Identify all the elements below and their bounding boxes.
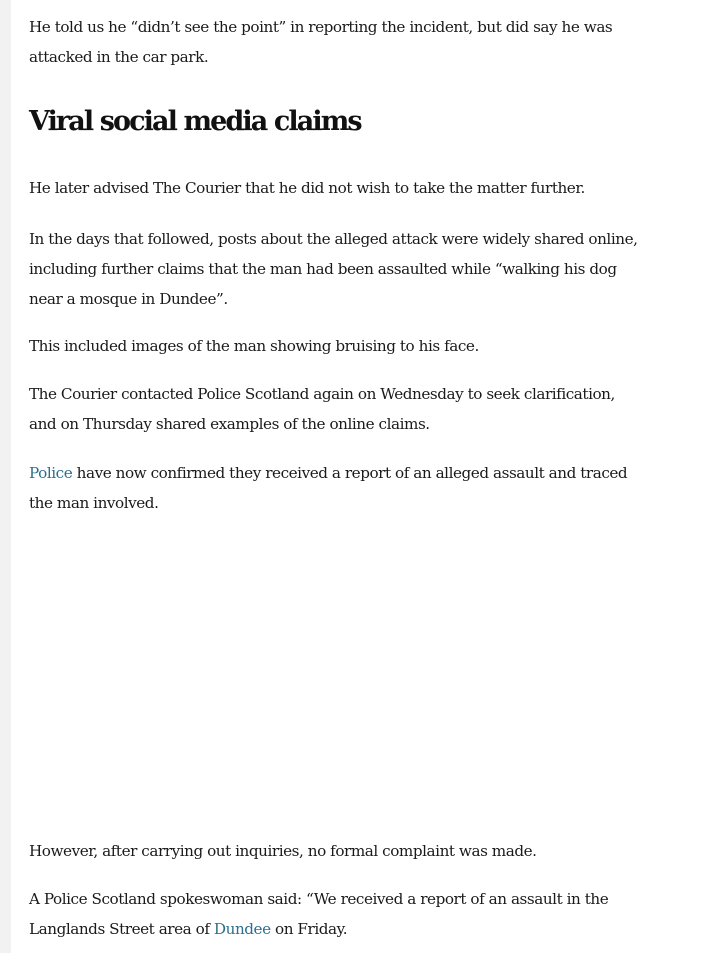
paragraph-line: The Courier contacted Police Scotland again on Wednesday to seek clarification, [29, 385, 615, 403]
paragraph-line: In the days that followed, posts about the alleged attack were widely shared online, [29, 230, 638, 248]
paragraph-text: on Friday. [270, 920, 348, 938]
paragraph-spokeswoman [29, 884, 608, 944]
paragraph-line: including further claims that the man had been assaulted while “walking his dog [29, 260, 617, 278]
paragraph-line: near a mosque in Dundee”. [29, 290, 228, 308]
paragraph-no-complaint: However, after carrying out inquiries, no formal complaint was made. [29, 842, 537, 860]
paragraph-contacted [29, 379, 615, 439]
paragraph-images: This included images of the man showing bruising to his face. [29, 337, 479, 355]
paragraph-line: A Police Scotland spokeswoman said: “We received a report of an assault in the [29, 890, 609, 908]
paragraph-line: attacked in the car park. [29, 48, 209, 66]
paragraph-line: and on Thursday shared examples of the online claims. [29, 415, 430, 433]
paragraph-advised: He later advised The Courier that he did not wish to take the matter further. [29, 179, 585, 197]
paragraph-line: the man involved. [29, 494, 159, 512]
paragraph-police-confirmed [29, 458, 627, 518]
paragraph-reporting [29, 12, 612, 72]
section-heading: Viral social media claims [29, 106, 361, 137]
paragraph-days-followed [29, 224, 638, 314]
left-margin-rule [0, 0, 11, 953]
paragraph-text: have now confirmed they received a report of an alleged assault and traced [72, 464, 628, 482]
police-link[interactable]: Police [29, 464, 73, 482]
paragraph-text: Langlands Street area of [29, 920, 214, 938]
dundee-link[interactable]: Dundee [213, 920, 271, 938]
paragraph-line: He told us he “didn’t see the point” in reporting the incident, but did say he was [29, 18, 613, 36]
advertisement-space [29, 528, 689, 828]
